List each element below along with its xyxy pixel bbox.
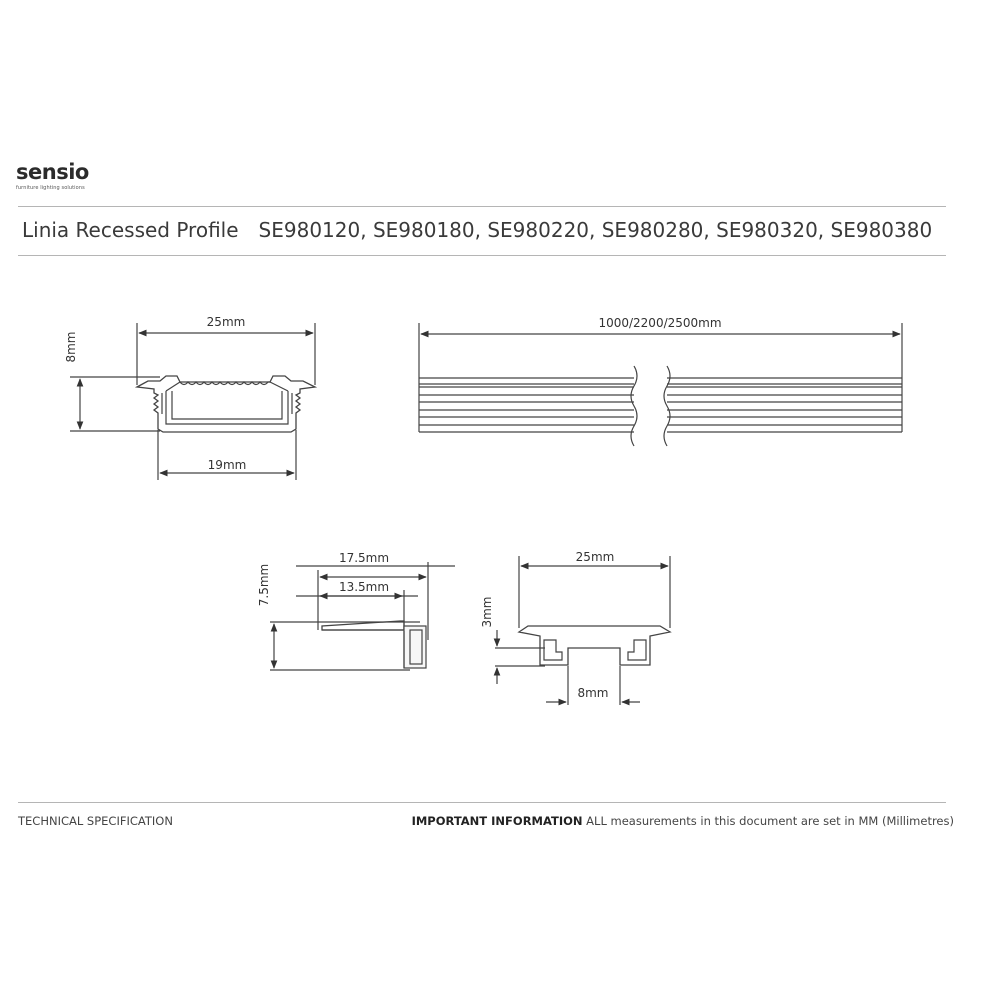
logo-wordmark: sensio	[16, 160, 89, 184]
important-label: IMPORTANT INFORMATION	[411, 814, 583, 828]
profile-width-top-label: 25mm	[206, 315, 246, 329]
logo-tagline: furniture lighting solutions	[16, 185, 85, 191]
product-name: Linia Recessed Profile	[22, 218, 239, 242]
footer-technical-specification: TECHNICAL SPECIFICATION	[18, 814, 173, 828]
profile-length-drawing	[419, 323, 902, 446]
profile-section-drawing	[70, 323, 315, 480]
end-cap-side-drawing	[270, 562, 455, 670]
end-cap-overall-width-label: 17.5mm	[338, 551, 390, 565]
end-cap-inner-width-label: 13.5mm	[338, 580, 390, 594]
profile-width-bottom-label: 19mm	[207, 458, 247, 472]
end-cap-front-height-label: 3mm	[480, 596, 494, 628]
end-cap-front-drawing	[495, 556, 670, 705]
footer-important-information	[412, 814, 954, 828]
product-codes: SE980120, SE980180, SE980220, SE980280, SE980320, SE980380	[258, 218, 933, 242]
end-cap-front-slot-label: 8mm	[577, 686, 609, 700]
footer-rule	[18, 802, 946, 803]
profile-height-label: 8mm	[64, 331, 78, 363]
end-cap-front-width-label: 25mm	[575, 550, 615, 564]
end-cap-height-label: 7.5mm	[257, 563, 271, 607]
profile-length-label: 1000/2200/2500mm	[598, 316, 722, 330]
important-text: ALL measurements in this document are set in MM (Millimetres)	[582, 814, 954, 828]
